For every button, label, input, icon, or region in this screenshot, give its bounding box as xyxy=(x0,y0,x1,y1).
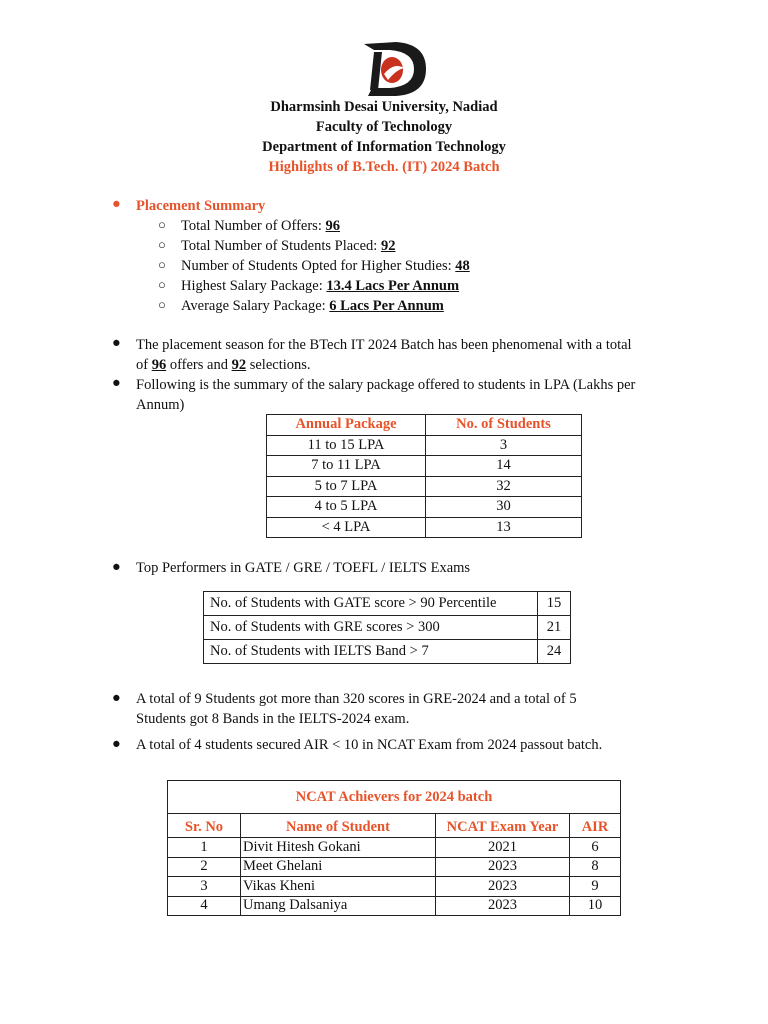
table-row xyxy=(204,640,571,664)
bullet: ● xyxy=(112,375,121,391)
sr-no-cell: 3 xyxy=(168,877,241,897)
exam-year-cell: 2021 xyxy=(436,838,570,858)
highlights-title: Highlights of B.Tech. (IT) 2024 Batch xyxy=(268,159,500,175)
sub-bullet: ○ xyxy=(158,277,166,292)
placement-summary-heading: Placement Summary xyxy=(136,198,266,214)
exam-count-cell: 24 xyxy=(538,640,571,664)
university-name: Dharmsinh Desai University, Nadiad xyxy=(270,99,498,115)
air-cell: 9 xyxy=(570,877,621,897)
ncat-paragraph: A total of 4 students secured AIR < 10 in NCAT Exam from 2024 passout batch. xyxy=(136,737,603,753)
col-header: No. of Students xyxy=(426,415,582,436)
table-row xyxy=(267,497,582,518)
gre-ielts-paragraph: A total of 9 Students got more than 320 scores in GRE-2024 and a total of 5 Students got 8 Bands in the IELTS-2024 exam. xyxy=(136,691,577,727)
department-name: Department of Information Technology xyxy=(262,139,506,155)
summary-item: Total Number of Offers: 96 xyxy=(181,218,340,234)
col-header: Name of Student xyxy=(241,814,436,838)
count-cell: 14 xyxy=(426,456,582,477)
salary-table xyxy=(266,414,582,538)
exam-criteria-cell: No. of Students with GATE score > 90 Percentile xyxy=(204,592,538,616)
bullet: ● xyxy=(112,736,121,752)
exam-count-cell: 21 xyxy=(538,616,571,640)
table-row xyxy=(168,838,621,858)
exam-count-cell: 15 xyxy=(538,592,571,616)
col-header: AIR xyxy=(570,814,621,838)
table-row xyxy=(267,476,582,497)
table-row xyxy=(168,877,621,897)
table-header-row xyxy=(168,814,621,838)
sr-no-cell: 2 xyxy=(168,857,241,877)
sub-bullet: ○ xyxy=(158,237,166,252)
exams-heading: Top Performers in GATE / GRE / TOEFL / IELTS Exams xyxy=(136,560,471,576)
count-cell: 30 xyxy=(426,497,582,518)
table-header-row xyxy=(267,415,582,436)
bullet: ● xyxy=(112,196,121,212)
sub-bullet: ○ xyxy=(158,217,166,232)
air-cell: 10 xyxy=(570,896,621,916)
table-caption-row xyxy=(168,781,621,814)
student-name-cell: Umang Dalsaniya xyxy=(241,896,436,916)
package-cell: 5 to 7 LPA xyxy=(267,476,426,497)
table-row xyxy=(204,616,571,640)
table-row xyxy=(267,456,582,477)
exam-year-cell: 2023 xyxy=(436,857,570,877)
sr-no-cell: 4 xyxy=(168,896,241,916)
col-header: NCAT Exam Year xyxy=(436,814,570,838)
table-row xyxy=(168,857,621,877)
placement-paragraph: The placement season for the BTech IT 2024 Batch has been phenomenal with a total of 96 offers and 92 selections. xyxy=(136,337,632,373)
table-row xyxy=(267,517,582,538)
count-cell: 13 xyxy=(426,517,582,538)
bullet: ● xyxy=(112,559,121,575)
table-row xyxy=(168,896,621,916)
table-row xyxy=(204,592,571,616)
sr-no-cell: 1 xyxy=(168,838,241,858)
count-cell: 32 xyxy=(426,476,582,497)
count-cell: 3 xyxy=(426,435,582,456)
student-name-cell: Vikas Kheni xyxy=(241,877,436,897)
col-header: Annual Package xyxy=(267,415,426,436)
student-name-cell: Divit Hitesh Gokani xyxy=(241,838,436,858)
package-cell: 4 to 5 LPA xyxy=(267,497,426,518)
bullet: ● xyxy=(112,335,121,351)
summary-item: Average Salary Package: 6 Lacs Per Annum xyxy=(181,298,444,314)
ncat-table xyxy=(167,780,621,916)
sub-bullet: ○ xyxy=(158,297,166,312)
sub-bullet: ○ xyxy=(158,257,166,272)
university-logo xyxy=(360,40,430,98)
air-cell: 8 xyxy=(570,857,621,877)
exam-criteria-cell: No. of Students with IELTS Band > 7 xyxy=(204,640,538,664)
summary-item: Total Number of Students Placed: 92 xyxy=(181,238,396,254)
exam-year-cell: 2023 xyxy=(436,896,570,916)
salary-summary-paragraph: Following is the summary of the salary package offered to students in LPA (Lakhs per Annum) xyxy=(136,377,636,413)
summary-item: Highest Salary Package: 13.4 Lacs Per Annum xyxy=(181,278,460,294)
bullet: ● xyxy=(112,690,121,706)
student-name-cell: Meet Ghelani xyxy=(241,857,436,877)
summary-item: Number of Students Opted for Higher Studies: 48 xyxy=(181,258,470,274)
ncat-table-caption: NCAT Achievers for 2024 batch xyxy=(168,781,621,814)
package-cell: < 4 LPA xyxy=(267,517,426,538)
air-cell: 6 xyxy=(570,838,621,858)
exam-year-cell: 2023 xyxy=(436,877,570,897)
col-header: Sr. No xyxy=(168,814,241,838)
package-cell: 11 to 15 LPA xyxy=(267,435,426,456)
exam-criteria-cell: No. of Students with GRE scores > 300 xyxy=(204,616,538,640)
table-row xyxy=(267,435,582,456)
exams-table xyxy=(203,591,571,664)
faculty-name: Faculty of Technology xyxy=(315,119,453,135)
package-cell: 7 to 11 LPA xyxy=(267,456,426,477)
